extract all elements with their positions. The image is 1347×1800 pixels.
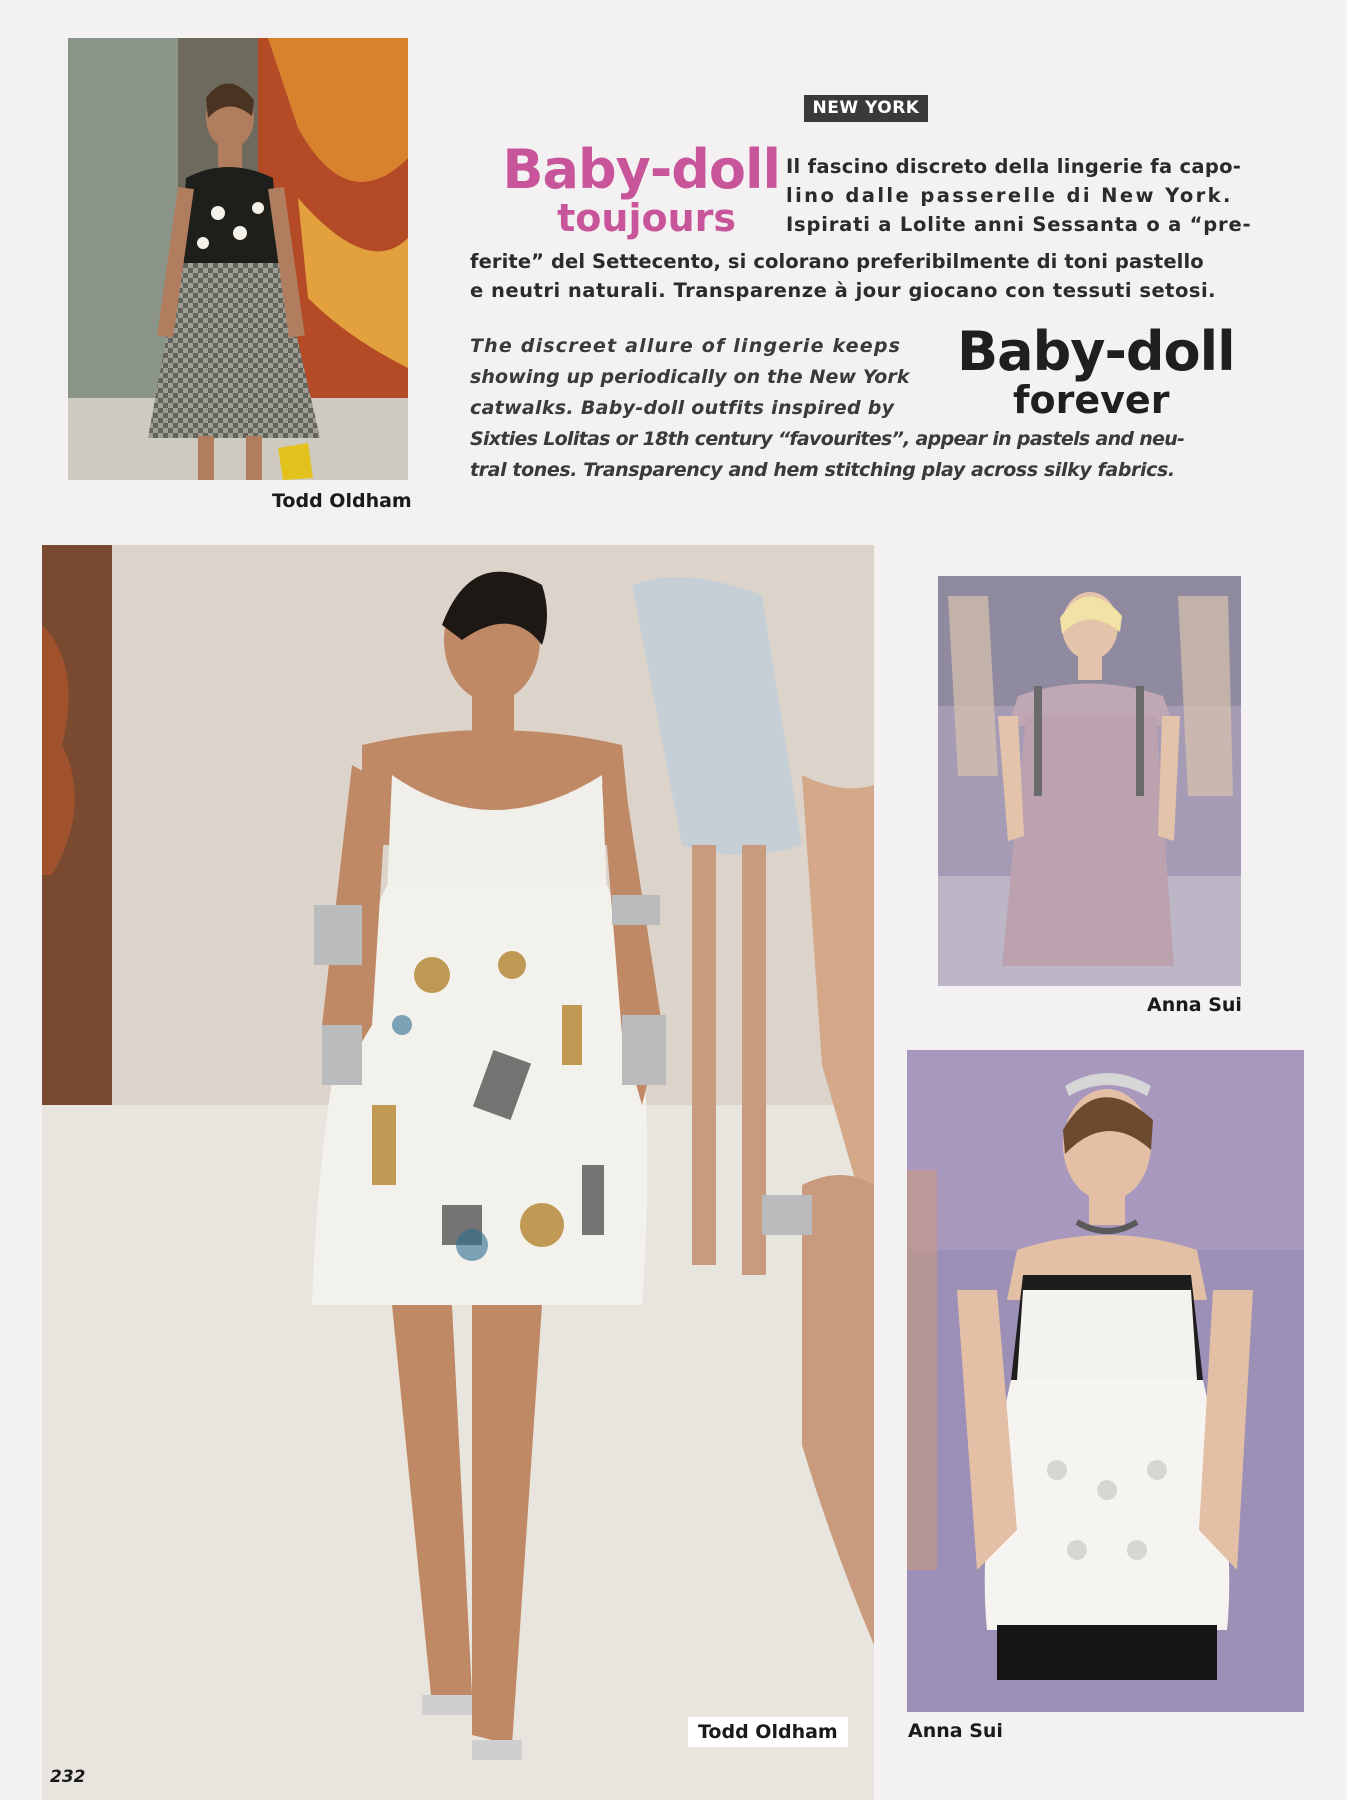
- photo-anna-sui-bottom: [907, 1050, 1304, 1712]
- page-number: 232: [50, 1767, 86, 1787]
- photo-anna-sui-bottom-image: [907, 1050, 1304, 1712]
- italian-text-line1: Il fascino discreto della lingerie fa capo-: [786, 155, 1242, 178]
- english-text-line4: Sixties Lolitas or 18th century “favourites”, appear in pastels and neu-: [470, 428, 1185, 450]
- italian-text-line2: lino dalle passerelle di New York.: [786, 184, 1233, 207]
- caption-anna-sui-middle: Anna Sui: [1147, 994, 1242, 1016]
- title-english-line1: Baby-doll: [957, 320, 1235, 383]
- english-text-line5: tral tones. Transparency and hem stitching play across silky fabrics.: [470, 459, 1175, 481]
- italian-text-line5: e neutri naturali. Transparenze à jour giocano con tessuti setosi.: [470, 279, 1217, 302]
- italian-text-line3: Ispirati a Lolite anni Sessanta o a “pre-: [786, 213, 1252, 236]
- photo-anna-sui-middle: [938, 576, 1241, 986]
- italian-text-line4: ferite” del Settecento, si colorano preferibilmente di toni pastello: [470, 250, 1204, 273]
- title-english-line2: forever: [1013, 378, 1170, 422]
- photo-todd-oldham-top: [68, 38, 408, 480]
- section-tag: NEW YORK: [804, 95, 928, 122]
- caption-todd-oldham-main: Todd Oldham: [688, 1717, 848, 1747]
- photo-anna-sui-middle-image: [938, 576, 1241, 986]
- caption-anna-sui-bottom: Anna Sui: [908, 1720, 1003, 1742]
- photo-todd-oldham-top-image: [68, 38, 408, 480]
- english-text-line3: catwalks. Baby-doll outfits inspired by: [470, 397, 895, 419]
- photo-todd-oldham-main: [42, 545, 874, 1800]
- photo-todd-oldham-main-image: [42, 545, 874, 1800]
- title-italian-line1: Baby-doll: [502, 138, 780, 201]
- english-text-line2: showing up periodically on the New York: [470, 366, 910, 388]
- title-italian-line2: toujours: [557, 196, 736, 240]
- english-text-line1: The discreet allure of lingerie keeps: [470, 335, 902, 357]
- caption-todd-oldham-top: Todd Oldham: [272, 490, 412, 512]
